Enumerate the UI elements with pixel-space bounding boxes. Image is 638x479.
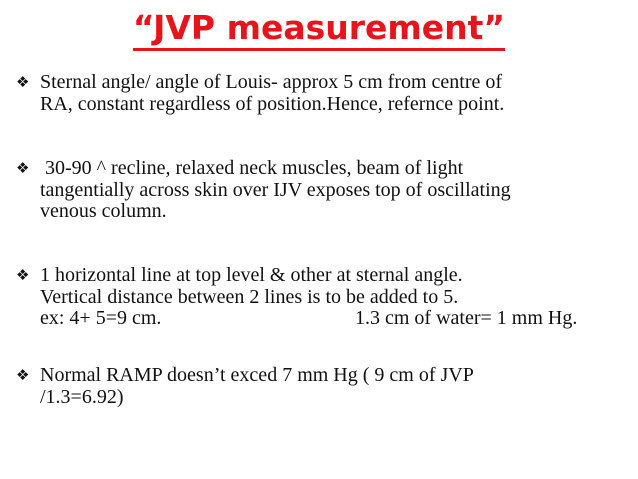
diamond-bullet-icon: ❖ [16, 266, 30, 284]
slide-title-text: “JVP measurement” [133, 8, 505, 51]
bullet-text-line: Normal RAMP doesn’t exced 7 mm Hg ( 9 cm of JVP [40, 364, 474, 386]
diamond-bullet-icon: ❖ [16, 73, 30, 91]
bullet-text-line: /1.3=6.92) [40, 385, 124, 408]
diamond-bullet-icon: ❖ [16, 366, 30, 384]
example-calculation: ex: 4+ 5=9 cm. [40, 307, 162, 329]
bullet-horizontal-lines [16, 265, 626, 330]
example-line [16, 308, 626, 330]
bullet-text-line: tangentially across skin over IJV exposes top of oscillating [40, 178, 511, 201]
bullet-text-line: 1 horizontal line at top level & other at sternal angle. [40, 264, 463, 286]
bullet-text-line: Sternal angle/ angle of Louis- approx 5 cm from centre of [40, 71, 503, 93]
conversion-note: 1.3 cm of water= 1 mm Hg. [355, 307, 578, 329]
slide-title [0, 6, 638, 50]
bullet-text-line: RA, constant regardless of position.Hence, refernce point. [40, 92, 505, 115]
bullet-text-line: 30-90 ^ recline, relaxed neck muscles, beam of light [40, 157, 464, 179]
bullet-sternal-angle [16, 72, 626, 115]
bullet-text-line: venous column. [40, 200, 167, 222]
bullet-text-line: Vertical distance between 2 lines is to be added to 5. [40, 285, 459, 308]
bullet-recline [16, 158, 626, 223]
bullet-normal-ramp [16, 365, 626, 408]
diamond-bullet-icon: ❖ [16, 159, 30, 177]
